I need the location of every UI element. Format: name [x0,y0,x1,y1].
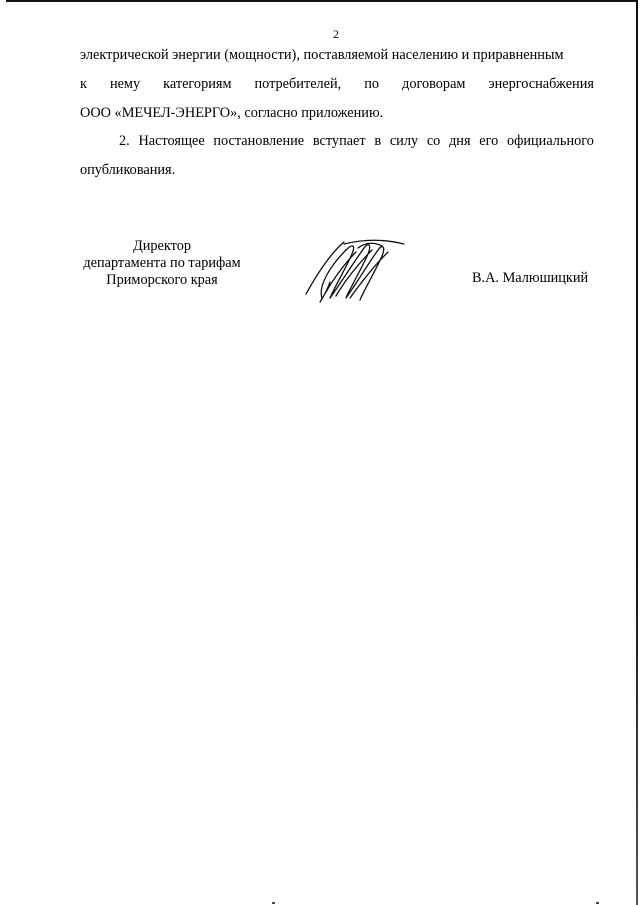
signatory-name: В.А. Малюшицкий [472,270,589,286]
word: вступает [312,133,366,149]
paragraph-effective-date [80,127,594,185]
word: категориям [163,76,232,92]
word: Настоящее [138,133,205,149]
paragraph-line: опубликования. [80,162,176,178]
word: 2. [119,133,130,149]
scan-artifacts [0,899,640,905]
word: в [374,133,382,149]
paragraph-line [80,41,594,70]
page-number: 2 [333,27,339,41]
word: его [479,133,499,149]
signatory-title [62,238,262,289]
scan-speck [596,902,599,904]
signatory-title-line: департамента по тарифам [83,255,241,271]
handwritten-signature [300,232,410,306]
word: энергоснабжения [488,76,594,92]
paragraph-line-justified [80,127,594,156]
word: договорам [402,76,466,92]
signatory-title-line: Директор [132,238,191,254]
signatory-title-line: Приморского края [106,272,218,288]
paragraph-tariff-continuation [80,41,594,128]
scan-border-right [636,0,638,905]
paragraph-line-justified [80,70,594,99]
paragraph-line-text: электрической энергии (мощности), поставляемой населению и приравненным [80,47,564,63]
word: потребителей, [254,76,342,92]
word: официального [506,133,594,149]
word: силу [389,133,419,149]
word: нему [109,76,141,92]
scan-speck [272,902,275,904]
word: по [364,76,380,92]
word: к [80,76,87,92]
word: постановление [213,133,305,149]
word: со [426,133,441,149]
paragraph-line: ООО «МЕЧЕЛ-ЭНЕРГО», согласно приложению. [80,105,384,121]
word: дня [449,133,471,149]
scan-border-top [6,0,636,2]
